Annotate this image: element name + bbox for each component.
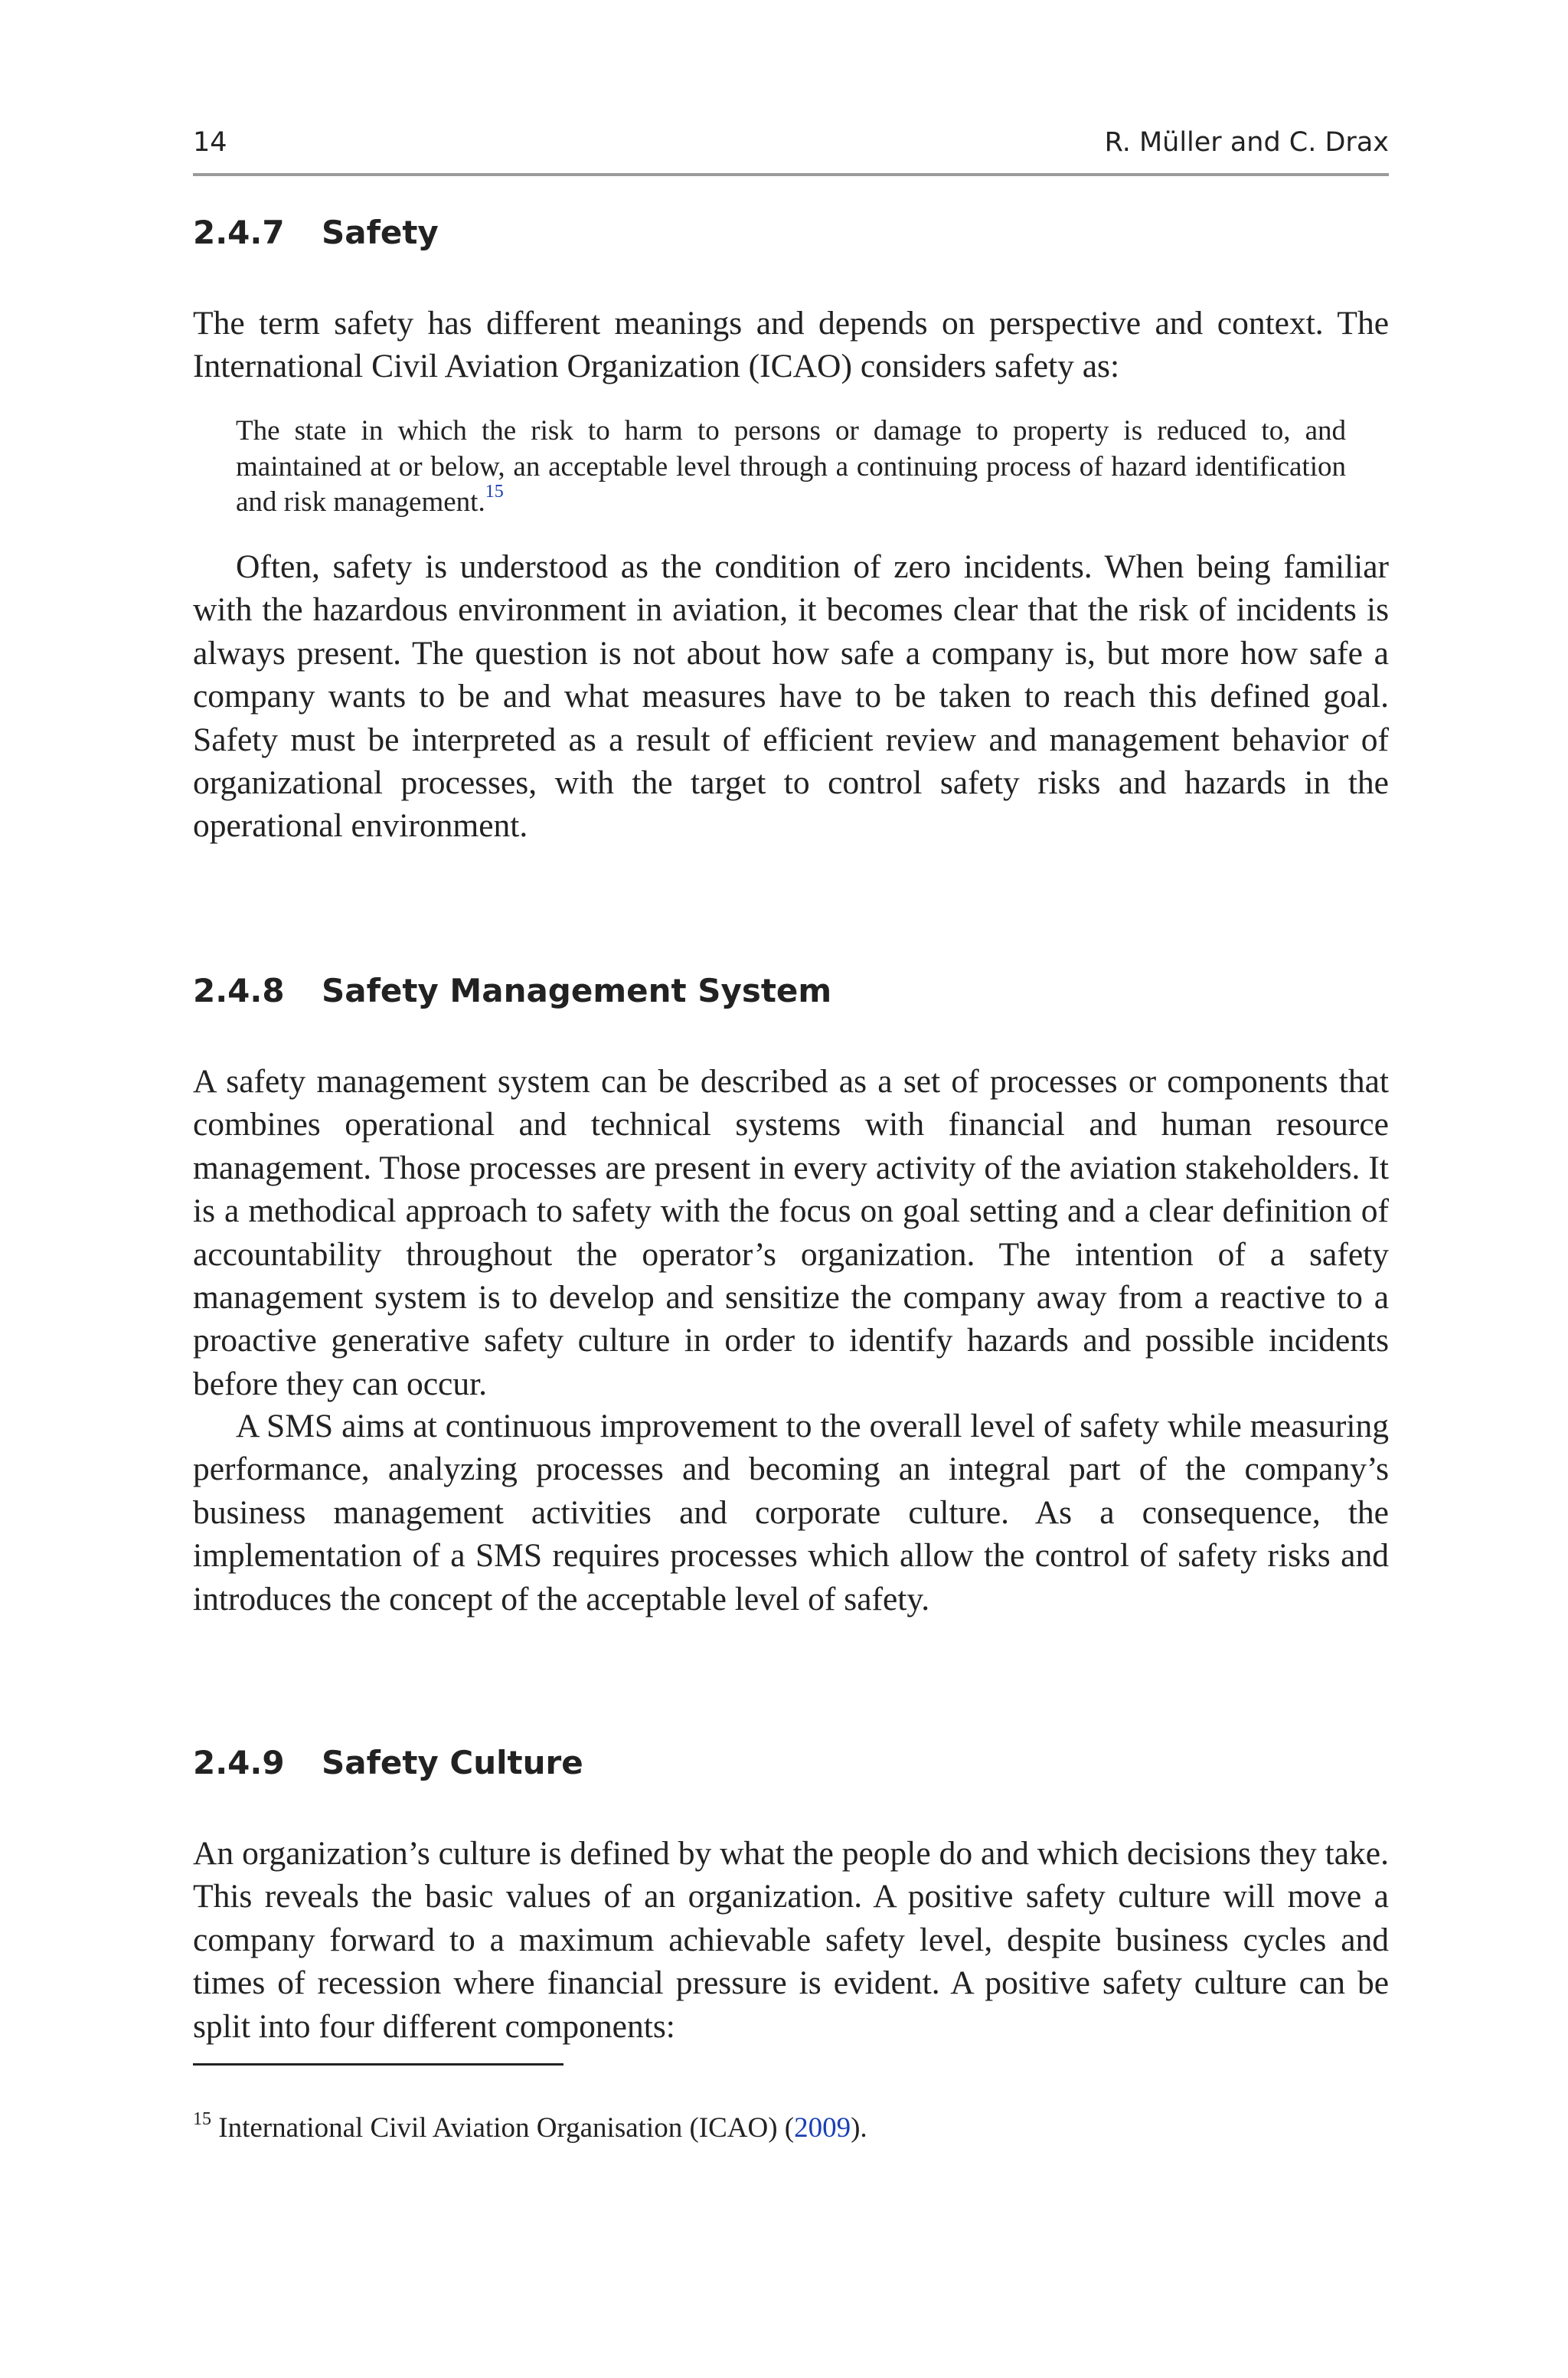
section-number: 2.4.7 <box>193 214 285 251</box>
header-rule <box>193 173 1389 176</box>
section-title: Safety Culture <box>322 1744 583 1781</box>
footnote-number: 15 <box>193 2109 211 2129</box>
section-heading-2-4-7 <box>193 211 1389 254</box>
section-number: 2.4.8 <box>193 972 285 1009</box>
paragraph-safety-intro: The term safety has different meanings and depends on perspective and context. The International Civil Aviation Organization (ICAO) considers safety as: <box>193 305 1389 385</box>
footnote-rule <box>193 2063 564 2066</box>
footnote-text-end: ). <box>851 2112 867 2144</box>
paragraph-safety-zero-incidents: Often, safety is understood as the condition of zero incidents. When being familiar with the hazardous environment in aviation, it becomes clear that the risk of incidents is always present. The question is not about how safe a company is, but more how safe a company wants to be and what measures have to be taken to reach this defined goal. Safety must be interpreted as a result of efficient review and management behavior of organizational processes, with the target to control safety risks and hazards in the operational environment. <box>193 548 1389 845</box>
footnote-ref-15[interactable]: 15 <box>485 482 504 502</box>
quote-text: The state in which the risk to harm to persons or damage to property is reduced to, and maintained at or below, an acceptable level through a continuing process of hazard identification and risk management. <box>236 415 1346 518</box>
paragraph-sms-definition: A safety management system can be described as a set of processes or components that combines operational and technical systems with financial and human resource management. Those processes are present in every activity of the aviation stakeholders. It is a methodical approach to safety with the focus on goal setting and a clear definition of accountability throughout the operator’s organization. The intention of a safety management system is to develop and sensitize the company away from a reactive to a proactive generative safety culture in order to identify hazards and possible incidents before they can occur. <box>193 1063 1389 1402</box>
section-number: 2.4.9 <box>193 1744 285 1781</box>
footnote-text: International Civil Aviation Organisation (ICAO) ( <box>218 2112 795 2144</box>
page-number: 14 <box>193 127 227 158</box>
paragraph-safety-culture: An organization’s culture is defined by what the people do and which decisions they take. This reveals the basic values of an organization. A positive safety culture will move a company forward to a maximum achievable safety level, despite business cycles and times of recession where financial pressure is evident. A positive safety culture can be split into four different components: <box>193 1835 1389 2045</box>
section-title: Safety <box>322 214 439 251</box>
section-title: Safety Management System <box>322 972 832 1009</box>
paragraph-sms-aims: A SMS aims at continuous improvement to the overall level of safety while measuring performance, analyzing processes and becoming an integral part of the company’s business management activities and corporate culture. As a consequence, the implementation of a SMS requires processes which allow the control of safety risks and introduces the concept of the acceptable level of safety. <box>193 1408 1389 1617</box>
running-head-authors: R. Müller and C. Drax <box>1104 127 1389 158</box>
citation-link-2009[interactable]: 2009 <box>794 2112 851 2144</box>
section-heading-2-4-8 <box>193 970 1389 1012</box>
block-quote-icao-definition <box>236 414 1346 521</box>
footnote-15 <box>193 2111 1389 2146</box>
section-heading-2-4-9 <box>193 1742 1389 1784</box>
